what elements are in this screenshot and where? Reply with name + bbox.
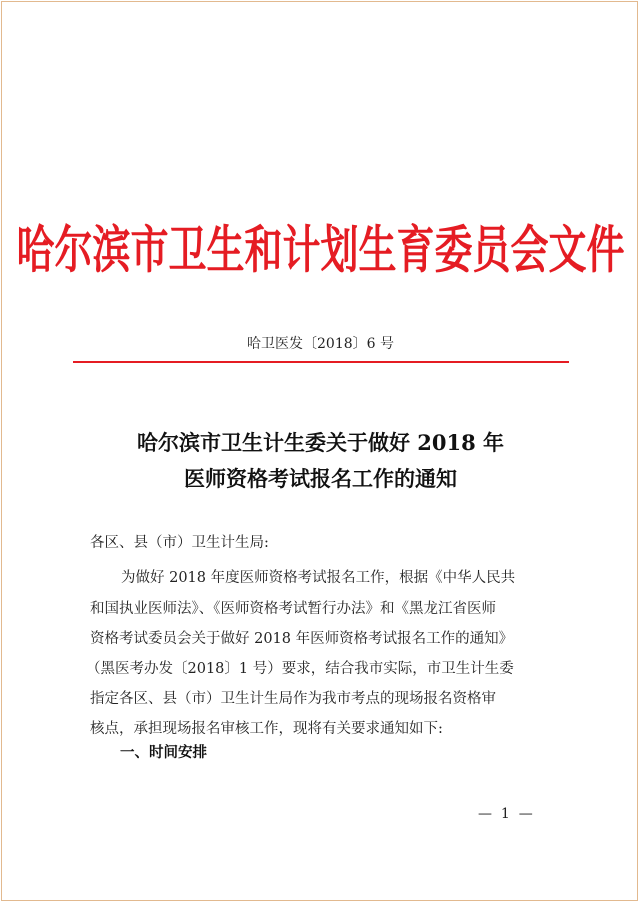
notice-title-line-1: 哈尔滨市卫生计生委关于做好 2018 年 [136, 430, 505, 455]
section-heading: 一、时间安排 [120, 745, 207, 761]
body-paragraph-line: 资格考试委员会关于做好 2018 年医师资格考试报名工作的通知》 [90, 631, 514, 647]
body-paragraph-line: 指定各区、县（市）卫生计生局作为我市考点的现场报名资格审 [90, 691, 496, 707]
red-divider-line [73, 361, 569, 363]
document-number: 哈卫医发〔2018〕6 号 [247, 336, 394, 352]
body-paragraph-line: （黑医考办发〔2018〕1 号）要求，结合我市实际，市卫生计生委 [86, 661, 514, 677]
notice-title-line-2: 医师资格考试报名工作的通知 [184, 466, 457, 491]
page-number: — 1 — [478, 806, 533, 822]
issuing-org-title: 哈尔滨市卫生和计划生育委员会文件 [16, 218, 625, 280]
body-paragraph-line: 为做好 2018 年度医师资格考试报名工作，根据《中华人民共 [121, 570, 516, 586]
body-paragraph-line: 核点，承担现场报名审核工作，现将有关要求通知如下: [90, 721, 443, 737]
salutation: 各区、县（市）卫生计生局: [90, 535, 269, 551]
body-paragraph-line: 和国执业医师法》、《医师资格考试暂行办法》和《黑龙江省医师 [90, 601, 496, 617]
